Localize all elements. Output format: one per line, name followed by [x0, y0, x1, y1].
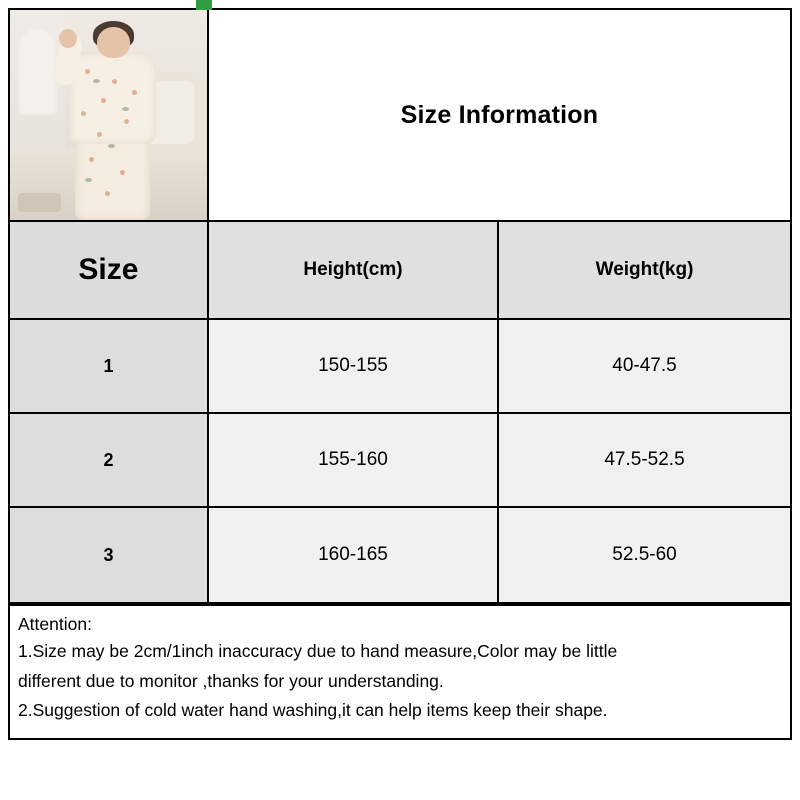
cell-height: 155-160: [209, 414, 499, 508]
attention-line-2: 2.Suggestion of cold water hand washing,it can help items keep their shape.: [18, 700, 608, 721]
attention-line-1-continued: different due to monitor ,thanks for your understanding.: [18, 670, 444, 691]
attention-line-1: 1.Size may be 2cm/1inch inaccuracy due to hand measure,Color may be little: [18, 641, 618, 662]
cell-size: 1: [10, 320, 209, 414]
cell-weight: 40-47.5: [499, 320, 790, 414]
cell-size: 2: [10, 414, 209, 508]
cell-height: 150-155: [209, 320, 499, 414]
green-marker-icon: [196, 0, 212, 10]
column-header-weight: Weight(kg): [499, 222, 790, 320]
product-photo: [10, 10, 209, 222]
table-header-row: [10, 10, 790, 222]
cell-weight: 52.5-60: [499, 508, 790, 602]
table-row: [10, 508, 790, 602]
column-header-row: [10, 222, 790, 320]
title-cell: [209, 10, 790, 222]
table-row: [10, 414, 790, 508]
cell-height: 160-165: [209, 508, 499, 602]
cell-size: 3: [10, 508, 209, 602]
cell-weight: 47.5-52.5: [499, 414, 790, 508]
size-information-table: [8, 8, 792, 604]
attention-title: Attention:: [18, 614, 92, 634]
page-title: Size Information: [400, 100, 599, 129]
column-header-height: Height(cm): [209, 222, 499, 320]
table-row: [10, 320, 790, 414]
product-photo-illustration: [10, 10, 207, 220]
column-header-size: Size: [10, 222, 209, 320]
attention-note: [8, 604, 792, 740]
